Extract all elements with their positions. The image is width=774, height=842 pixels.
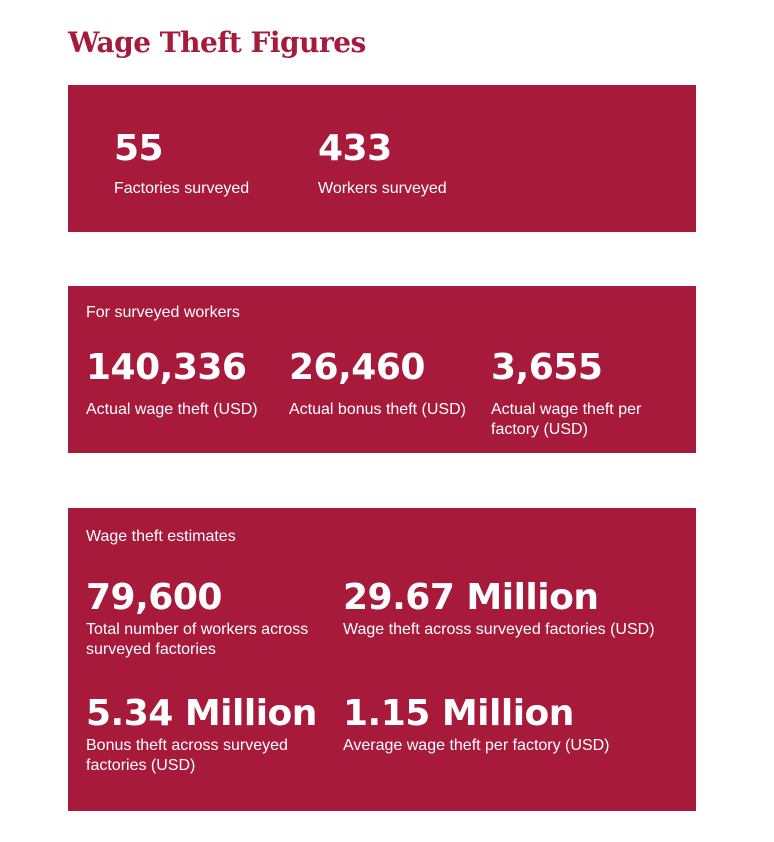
stat-actual-wage-theft-per-factory	[491, 348, 681, 439]
stat-caption: Bonus theft across surveyed factories (USD)	[86, 737, 288, 774]
stat-bonus-theft-across-factories	[86, 694, 336, 775]
surveyed-workers-panel	[68, 286, 696, 453]
stat-factories-surveyed	[114, 129, 249, 199]
stat-caption: Wage theft across surveyed factories (USD)	[343, 621, 655, 638]
summary-panel	[68, 85, 696, 232]
panel-label: For surveyed workers	[86, 304, 240, 321]
stat-caption: Actual wage theft per factory (USD)	[491, 401, 642, 438]
stat-caption: Average wage theft per factory (USD)	[343, 737, 610, 754]
stat-value: 5.34 Million	[86, 693, 317, 734]
stat-actual-bonus-theft	[289, 348, 479, 420]
stat-caption: Actual wage theft (USD)	[86, 401, 258, 418]
stat-value: 79,600	[86, 577, 222, 618]
stat-value: 433	[318, 128, 392, 169]
stat-caption: Factories surveyed	[114, 180, 250, 197]
panel-label: Wage theft estimates	[86, 528, 236, 545]
stat-caption: Workers surveyed	[318, 180, 447, 197]
stat-wage-theft-across-factories	[343, 578, 663, 640]
page-title: Wage Theft Figures	[68, 26, 366, 59]
estimates-panel	[68, 508, 696, 811]
stat-value: 26,460	[289, 347, 425, 388]
stat-value: 29.67 Million	[343, 577, 599, 618]
stat-workers-surveyed	[318, 129, 447, 199]
stat-total-workers	[86, 578, 336, 659]
stat-value: 3,655	[491, 347, 603, 388]
stat-value: 1.15 Million	[343, 693, 574, 734]
stat-caption: Total number of workers across surveyed factories	[86, 621, 309, 658]
stat-average-wage-theft-per-factory	[343, 694, 663, 756]
stat-value: 140,336	[86, 347, 247, 388]
stat-value: 55	[114, 128, 164, 169]
stat-caption: Actual bonus theft (USD)	[289, 401, 466, 418]
stat-actual-wage-theft	[86, 348, 276, 420]
